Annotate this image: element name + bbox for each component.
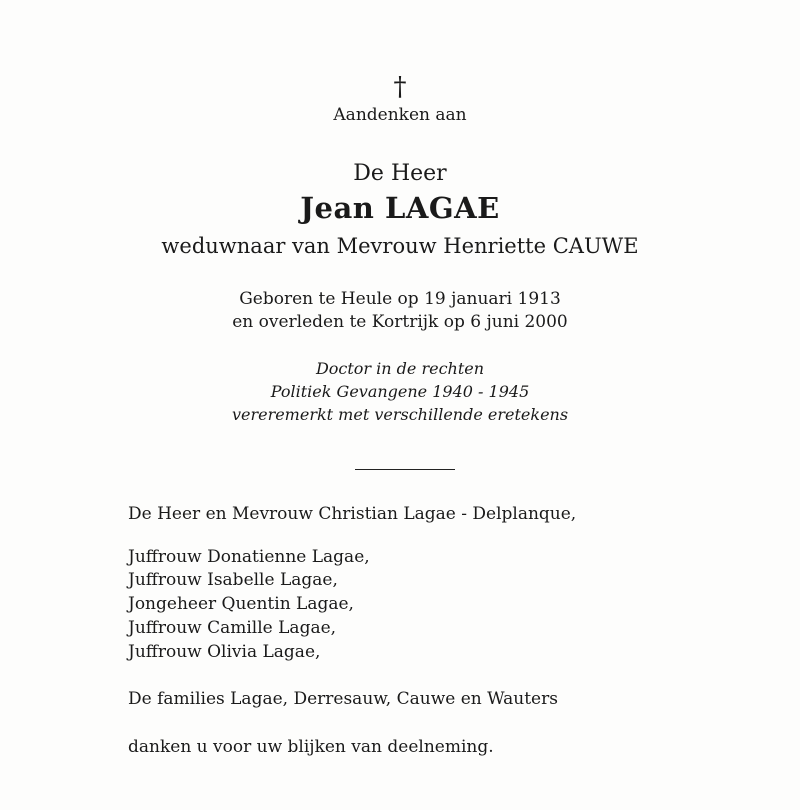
widower-line: weduwnaar van Mevrouw Henriette CAUWE [161,234,639,258]
families-line: De families Lagae, Derresauw, Cauwe en Wauters [128,689,558,709]
grandchild-line: Juffrouw Donatienne Lagae, [128,547,370,567]
salutation: De Heer [353,161,447,186]
death-line: en overleden te Kortrijk op 6 juni 2000 [232,312,568,332]
birth-line: Geboren te Heule op 19 januari 1913 [239,289,561,309]
cross-icon: † [393,72,407,102]
title-line: Doctor in de rechten [315,359,485,378]
divider-line [355,469,455,470]
title-line: Politiek Gevangene 1940 - 1945 [270,382,530,401]
intro-text: Aandenken aan [333,105,467,125]
grandchild-line: Juffrouw Olivia Lagae, [128,642,321,662]
grandchild-line: Jongeheer Quentin Lagae, [128,594,354,614]
family-intro: De Heer en Mevrouw Christian Lagae - Delplanque, [128,504,577,524]
grandchild-line: Juffrouw Camille Lagae, [128,618,337,638]
deceased-name: Jean LAGAE [300,191,500,225]
grandchild-line: Juffrouw Isabelle Lagae, [128,570,338,590]
title-line: vereremerkt met verschillende eretekens [231,405,569,424]
thanks-line: danken u voor uw blijken van deelneming. [128,737,494,757]
